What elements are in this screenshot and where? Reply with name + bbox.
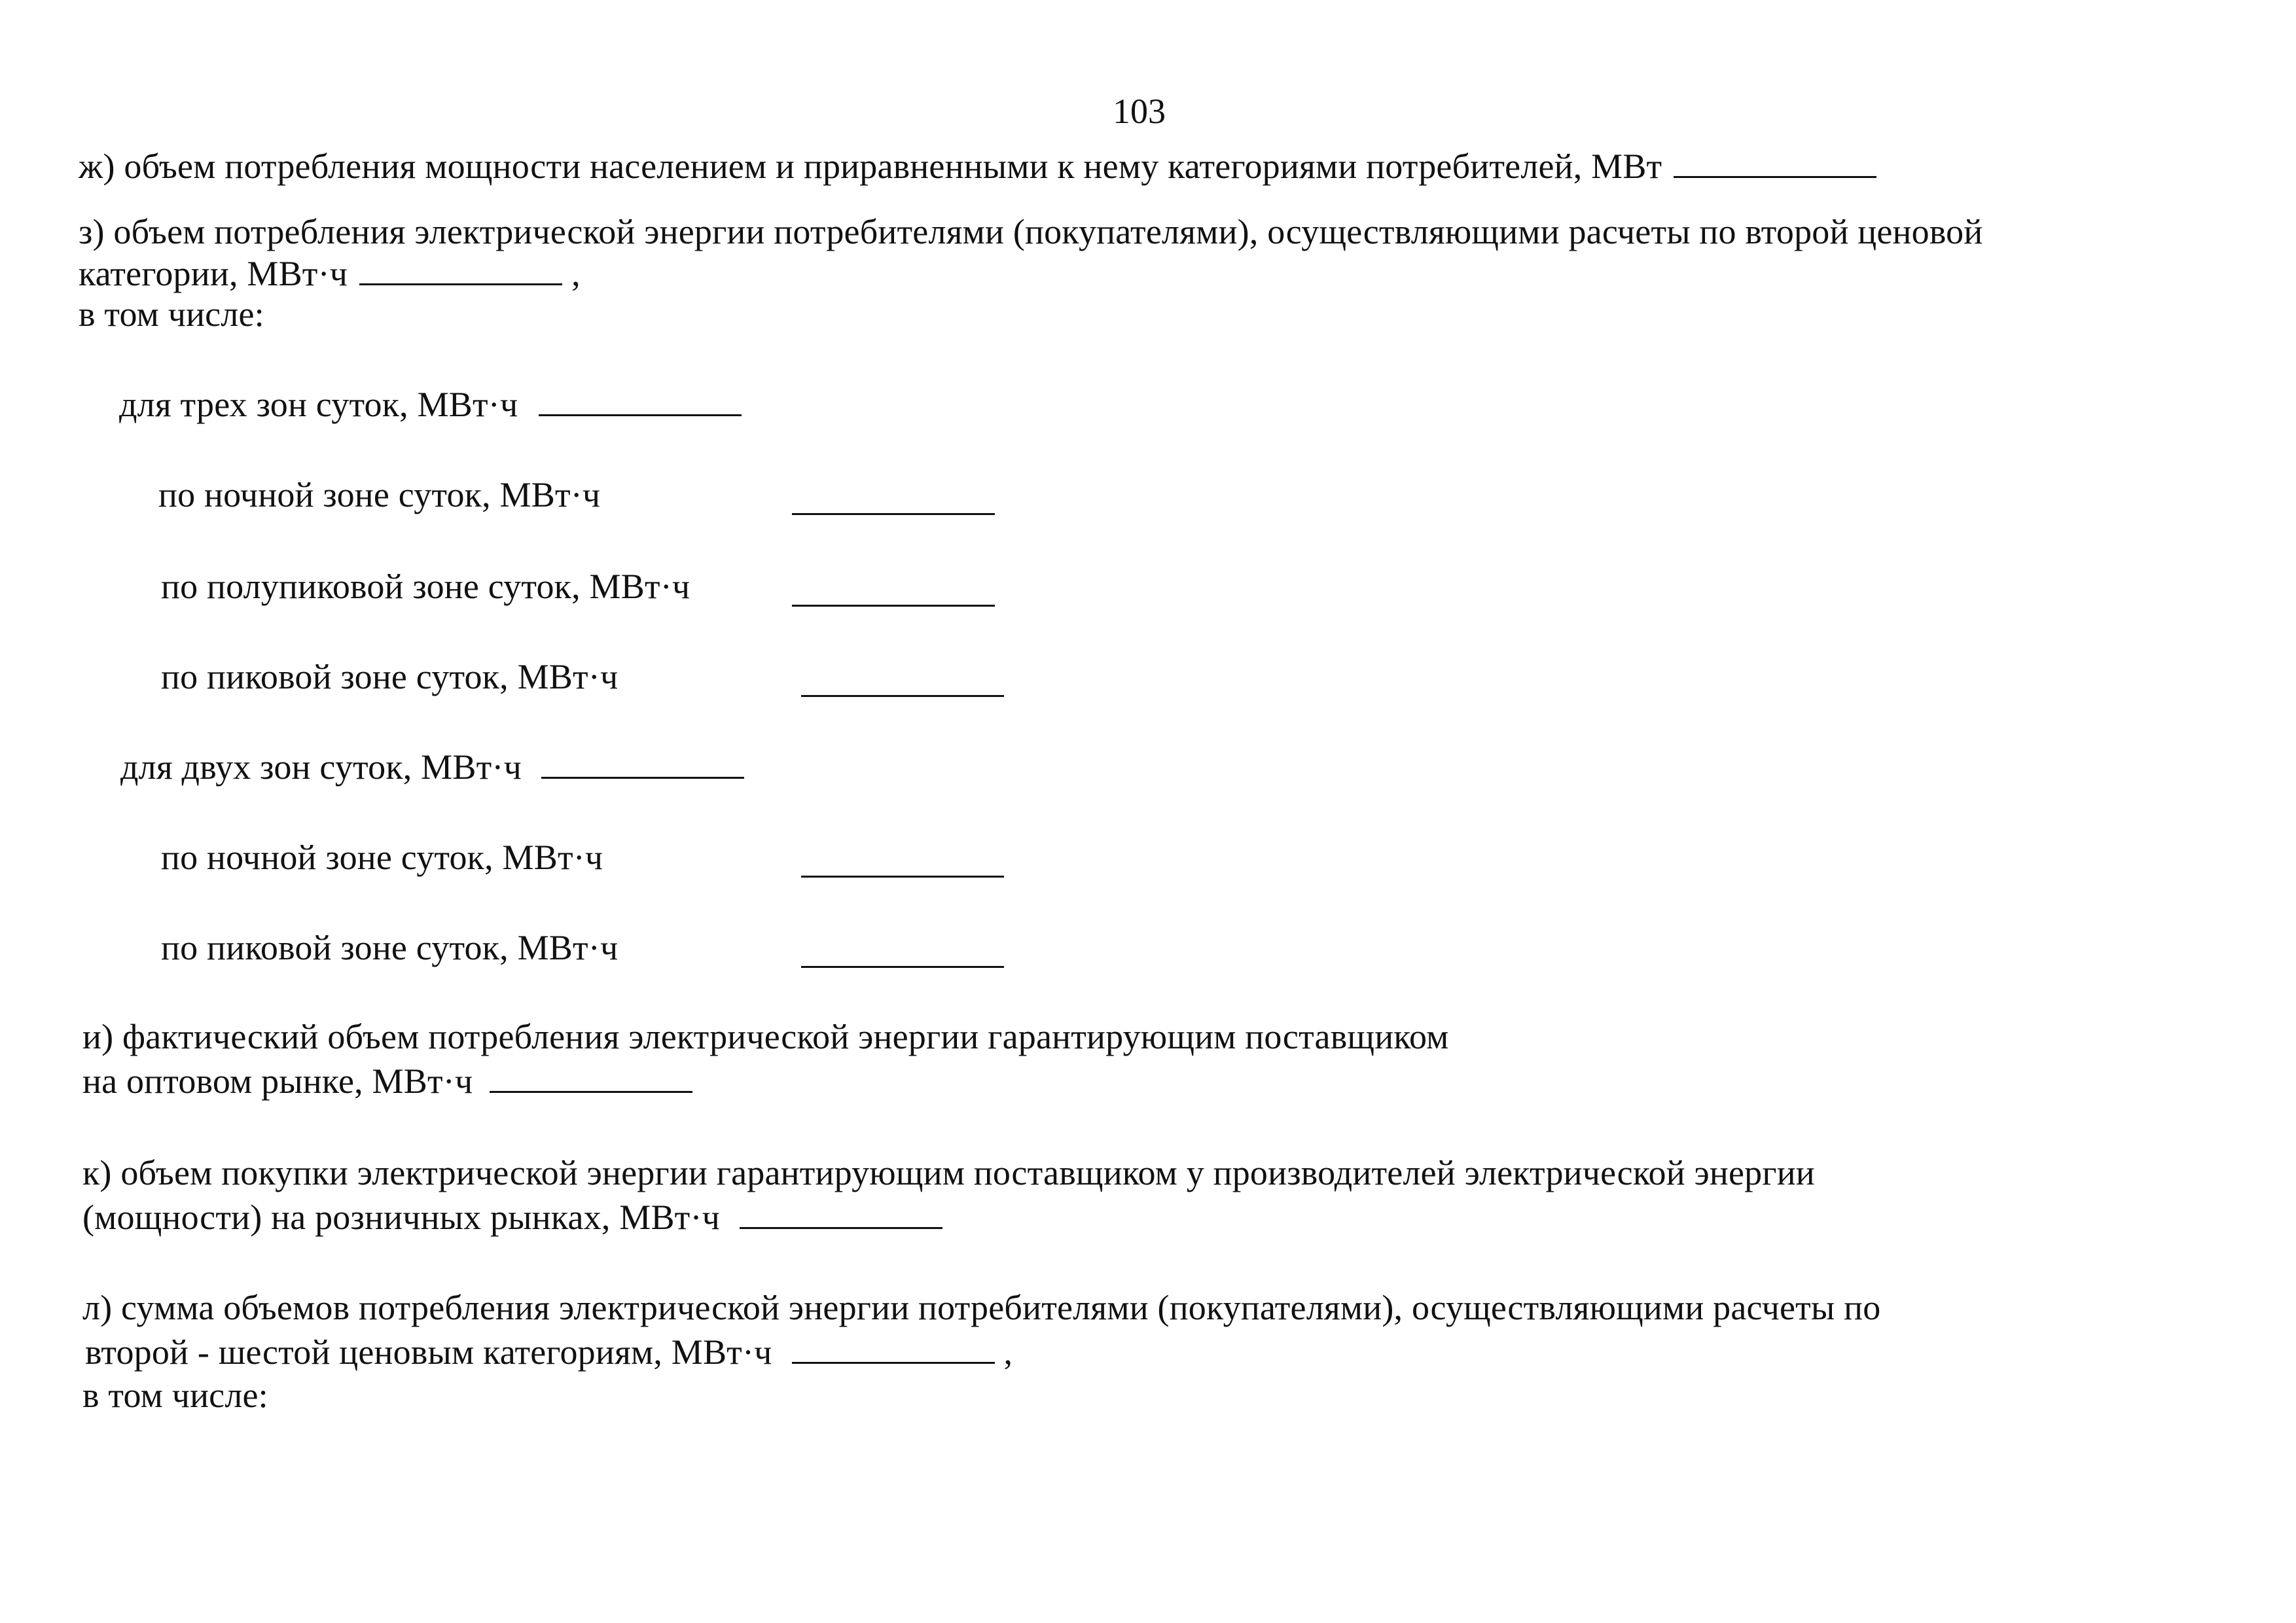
item-zh-text: ж) объем потребления мощности населением и приравненными к нему категориями потребителей, МВт	[79, 147, 1662, 186]
three-zones-peak-blank[interactable]	[801, 666, 1004, 697]
three-zones-peak-label: по пиковой зоне суток, МВт·ч	[161, 657, 619, 696]
item-l-comma: ,	[1003, 1332, 1013, 1372]
item-l-line2	[85, 1331, 1013, 1373]
page-number: 103	[1113, 92, 1166, 131]
item-i-blank[interactable]	[490, 1062, 692, 1093]
item-i-line2	[82, 1060, 692, 1102]
item-i-line1: и) фактический объем потребления электрической энергии гарантирующим поставщиком	[82, 1017, 1449, 1056]
two-zones-blank[interactable]	[541, 748, 744, 779]
three-zones-label: для трех зон суток, МВт·ч	[119, 385, 518, 424]
item-l-line3: в том числе:	[82, 1376, 268, 1415]
item-z-label: категории, МВт·ч	[79, 254, 348, 293]
item-z-blank[interactable]	[359, 255, 562, 285]
three-zones-night-label: по ночной зоне суток, МВт·ч	[158, 475, 601, 514]
item-zh	[79, 145, 1876, 187]
two-zones-night-blank[interactable]	[801, 847, 1004, 878]
item-k-line2	[82, 1196, 942, 1238]
item-l-blank[interactable]	[792, 1333, 995, 1364]
item-l-line1: л) сумма объемов потребления электрической энергии потребителями (покупателями), осуществляющими расчеты по	[82, 1288, 1881, 1327]
item-k-line1: к) объем покупки электрической энергии гарантирующим поставщиком у производителей электрической энергии	[82, 1153, 1815, 1192]
three-zones-row	[119, 383, 742, 425]
two-zones-night-label: по ночной зоне суток, МВт·ч	[161, 838, 603, 877]
two-zones-row	[120, 746, 744, 788]
two-zones-peak-label: по пиковой зоне суток, МВт·ч	[161, 928, 619, 967]
three-zones-blank[interactable]	[539, 385, 742, 416]
item-z-line2	[79, 253, 581, 294]
item-zh-blank[interactable]	[1674, 147, 1876, 178]
three-zones-semipeak-label: по полупиковой зоне суток, МВт·ч	[161, 567, 691, 606]
item-k-label: (мощности) на розничных рынках, МВт·ч	[82, 1198, 720, 1237]
item-z-line3: в том числе:	[79, 294, 264, 334]
two-zones-peak-blank[interactable]	[801, 937, 1004, 968]
item-i-label: на оптовом рынке, МВт·ч	[82, 1061, 473, 1101]
item-k-blank[interactable]	[740, 1198, 942, 1229]
three-zones-night-blank[interactable]	[792, 484, 995, 515]
item-z-line1: з) объем потребления электрической энергии потребителями (покупателями), осуществляющими расчеты по второй ценовой	[79, 212, 1983, 251]
item-z-comma: ,	[571, 254, 581, 293]
three-zones-semipeak-blank[interactable]	[792, 576, 995, 607]
two-zones-label: для двух зон суток, МВт·ч	[120, 747, 522, 787]
item-l-label: второй - шестой ценовым категориям, МВт·ч	[85, 1332, 772, 1372]
